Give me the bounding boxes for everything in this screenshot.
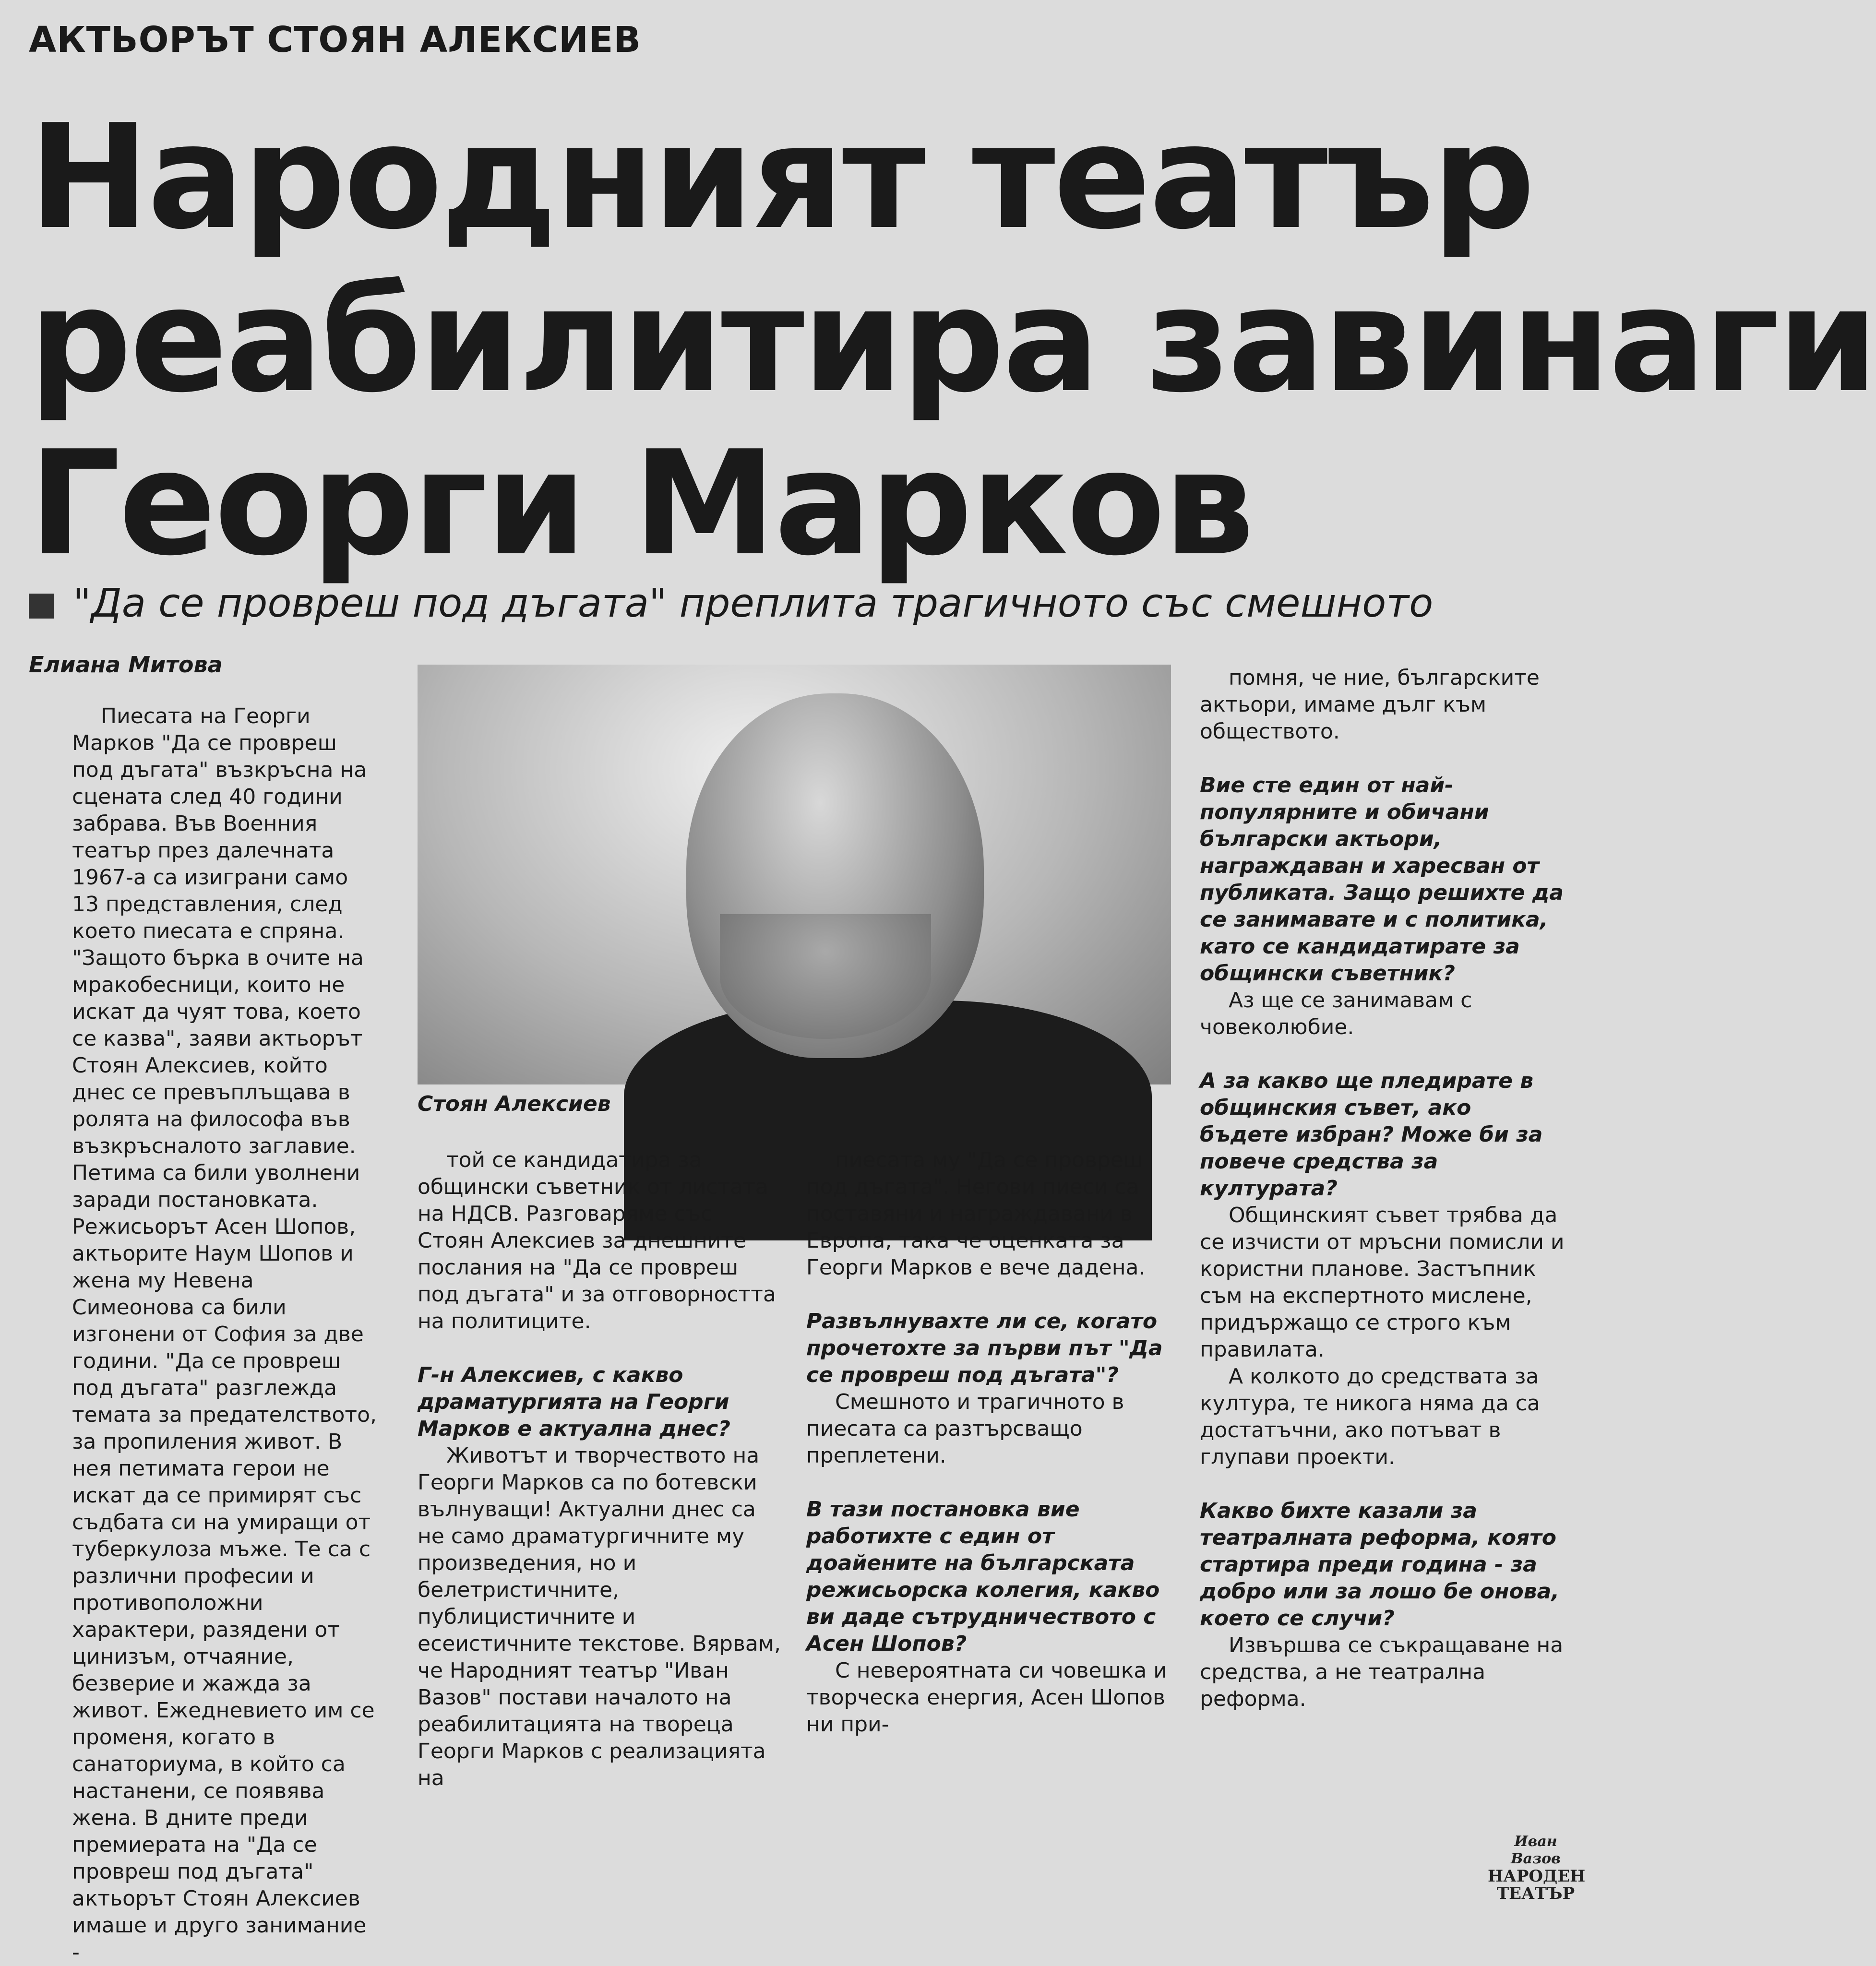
question-4: Вие сте един от най-популярните и обичани български актьори, награждаван и харесван от публиката. Защо решихте да се занимавате и с политика, като се кандидатирате за общински съветник? bbox=[1200, 773, 1564, 986]
photo-beard-shape bbox=[720, 914, 931, 1039]
answer-6: Извършва се съкращаване на средства, а не театрална реформа. bbox=[1200, 1633, 1564, 1711]
headline-line-1: Народният театър bbox=[29, 94, 1533, 261]
question-3: В тази постановка вие работихте с един от доайените на българската режисьорска колегия, какво ви даде сътрудничеството с Асен Шопов? bbox=[806, 1497, 1160, 1656]
col4-intro: помня, че ние, българските актьори, имаме дълг към обществото. bbox=[1200, 666, 1540, 744]
answer-1: Животът и творчеството на Георги Марков са по ботевски вълнуващи! Актуални днес са не само драматургичните му произведения, но и белетристичните, публицистичните и есеистичните текстове. Вярвам, че Народният театър "Иван Вазов" постави началото на реабилитацията на твореца Георги Марков с реализацията на bbox=[418, 1443, 781, 1790]
logo-line-1: Иван Вазов bbox=[1511, 1833, 1561, 1867]
kicker: АКТЬОРЪТ СТОЯН АЛЕКСИЕВ bbox=[29, 19, 641, 60]
article-column-3 bbox=[806, 1147, 1171, 1738]
logo-line-3: ТЕАТЪР bbox=[1496, 1884, 1575, 1903]
lead-paragraph: Пиесата на Георги Марков "Да се провреш под дъгата" възкръсна на сцената след 40 години забрава. Във Военния театър през далечната 1967-а са изиграни само 13 представления, след което пиесата е спряна. "Защото бърка в очите на мракобесници, които не искат да чуят това, което се казва", заяви актьорът Стоян Алексиев, който днес се превъплъщава в ролята на философа във възкръсналото заглавие. Петима са били уволнени заради постановката. Режисьорът Асен Шопов, актьорите Наум Шопов и жена му Невена Симеонова са били изгонени от София за две години. "Да се провреш под дъгата" разглежда темата за предателството, за пропиления живот. В нея петимата герои не искат да се примирят със съдбата си на умиращи от туберкулоза мъже. Те са с различни професии и противоположни характери, разядени от цинизъм, отчаяние, безверие и жажда за живот. Ежедневието им се променя, когато в санаториума, в който са настанени, се появява жена. В дните преди премиерата на "Да се провреш под дъгата" актьорът Стоян Алексиев имаше и друго занимание - bbox=[72, 704, 377, 1965]
headline-line-3: Георги Марков bbox=[29, 420, 1253, 587]
answer-3: С невероятната си човешка и творческа енергия, Асен Шопов ни при- bbox=[806, 1658, 1167, 1737]
square-bullet-icon bbox=[29, 594, 54, 619]
col2-intro: той се кандидатира за общински съветник от листата на НДСВ. Разговаряме със Стоян Алексиев за днешните послания на "Да се провреш под дъгата" и за отговорността на политиците. bbox=[418, 1148, 776, 1334]
question-2: Развълнувахте ли се, когато прочетохте за първи път "Да се провреш под дъгата"? bbox=[806, 1309, 1163, 1387]
logo-line-2: НАРОДЕН bbox=[1488, 1867, 1586, 1886]
headline-line-2: реабилитира завинаги bbox=[29, 257, 1876, 424]
question-6: Какво бихте казали за театралната реформа, която стартира преди година - за добро или за лошо бе онова, което се случи? bbox=[1200, 1499, 1560, 1631]
answer-5b: А колкото до средствата за култура, те никога няма да са достатъчни, ако потъват в глупави проекти. bbox=[1200, 1364, 1540, 1469]
theatre-logo bbox=[1488, 1833, 1584, 1924]
question-1: Г-н Алексиев, с какво драматургията на Георги Марков е актуална днес? bbox=[418, 1363, 730, 1441]
byline: Елиана Митова bbox=[29, 652, 223, 678]
answer-5: Общинският съвет трябва да се изчисти от мръсни помисли и користни планове. Застъпник съм на експертното мислене, придържащо се строго към правилата. bbox=[1200, 1203, 1565, 1362]
subheadline-text: "Да се провреш под дъгата" преплита трагичното със смешното bbox=[73, 581, 1434, 626]
answer-2: Смешното и трагичното в пиесата са разтърсващо преплетени. bbox=[806, 1390, 1124, 1468]
col3-intro: пиесата му "Да се провреш под дъгата". Негови пиеси са поставяни и награждавани в Европа, така че оценката за Георги Марков е вече дадена. bbox=[806, 1148, 1146, 1280]
headline bbox=[29, 94, 1876, 587]
article-column-1 bbox=[72, 703, 379, 1966]
answer-4: Аз ще се занимавам с човеколюбие. bbox=[1200, 988, 1472, 1039]
article-column-2 bbox=[418, 1147, 782, 1792]
photo-caption: Стоян Алексиев bbox=[418, 1092, 611, 1116]
subheadline bbox=[29, 581, 1433, 626]
portrait-photo bbox=[418, 665, 1171, 1084]
article-column-4 bbox=[1200, 665, 1565, 1713]
question-5: А за какво ще пледирате в общинския съвет, ако бъдете избран? Може би за повече средства за културата? bbox=[1200, 1069, 1543, 1201]
